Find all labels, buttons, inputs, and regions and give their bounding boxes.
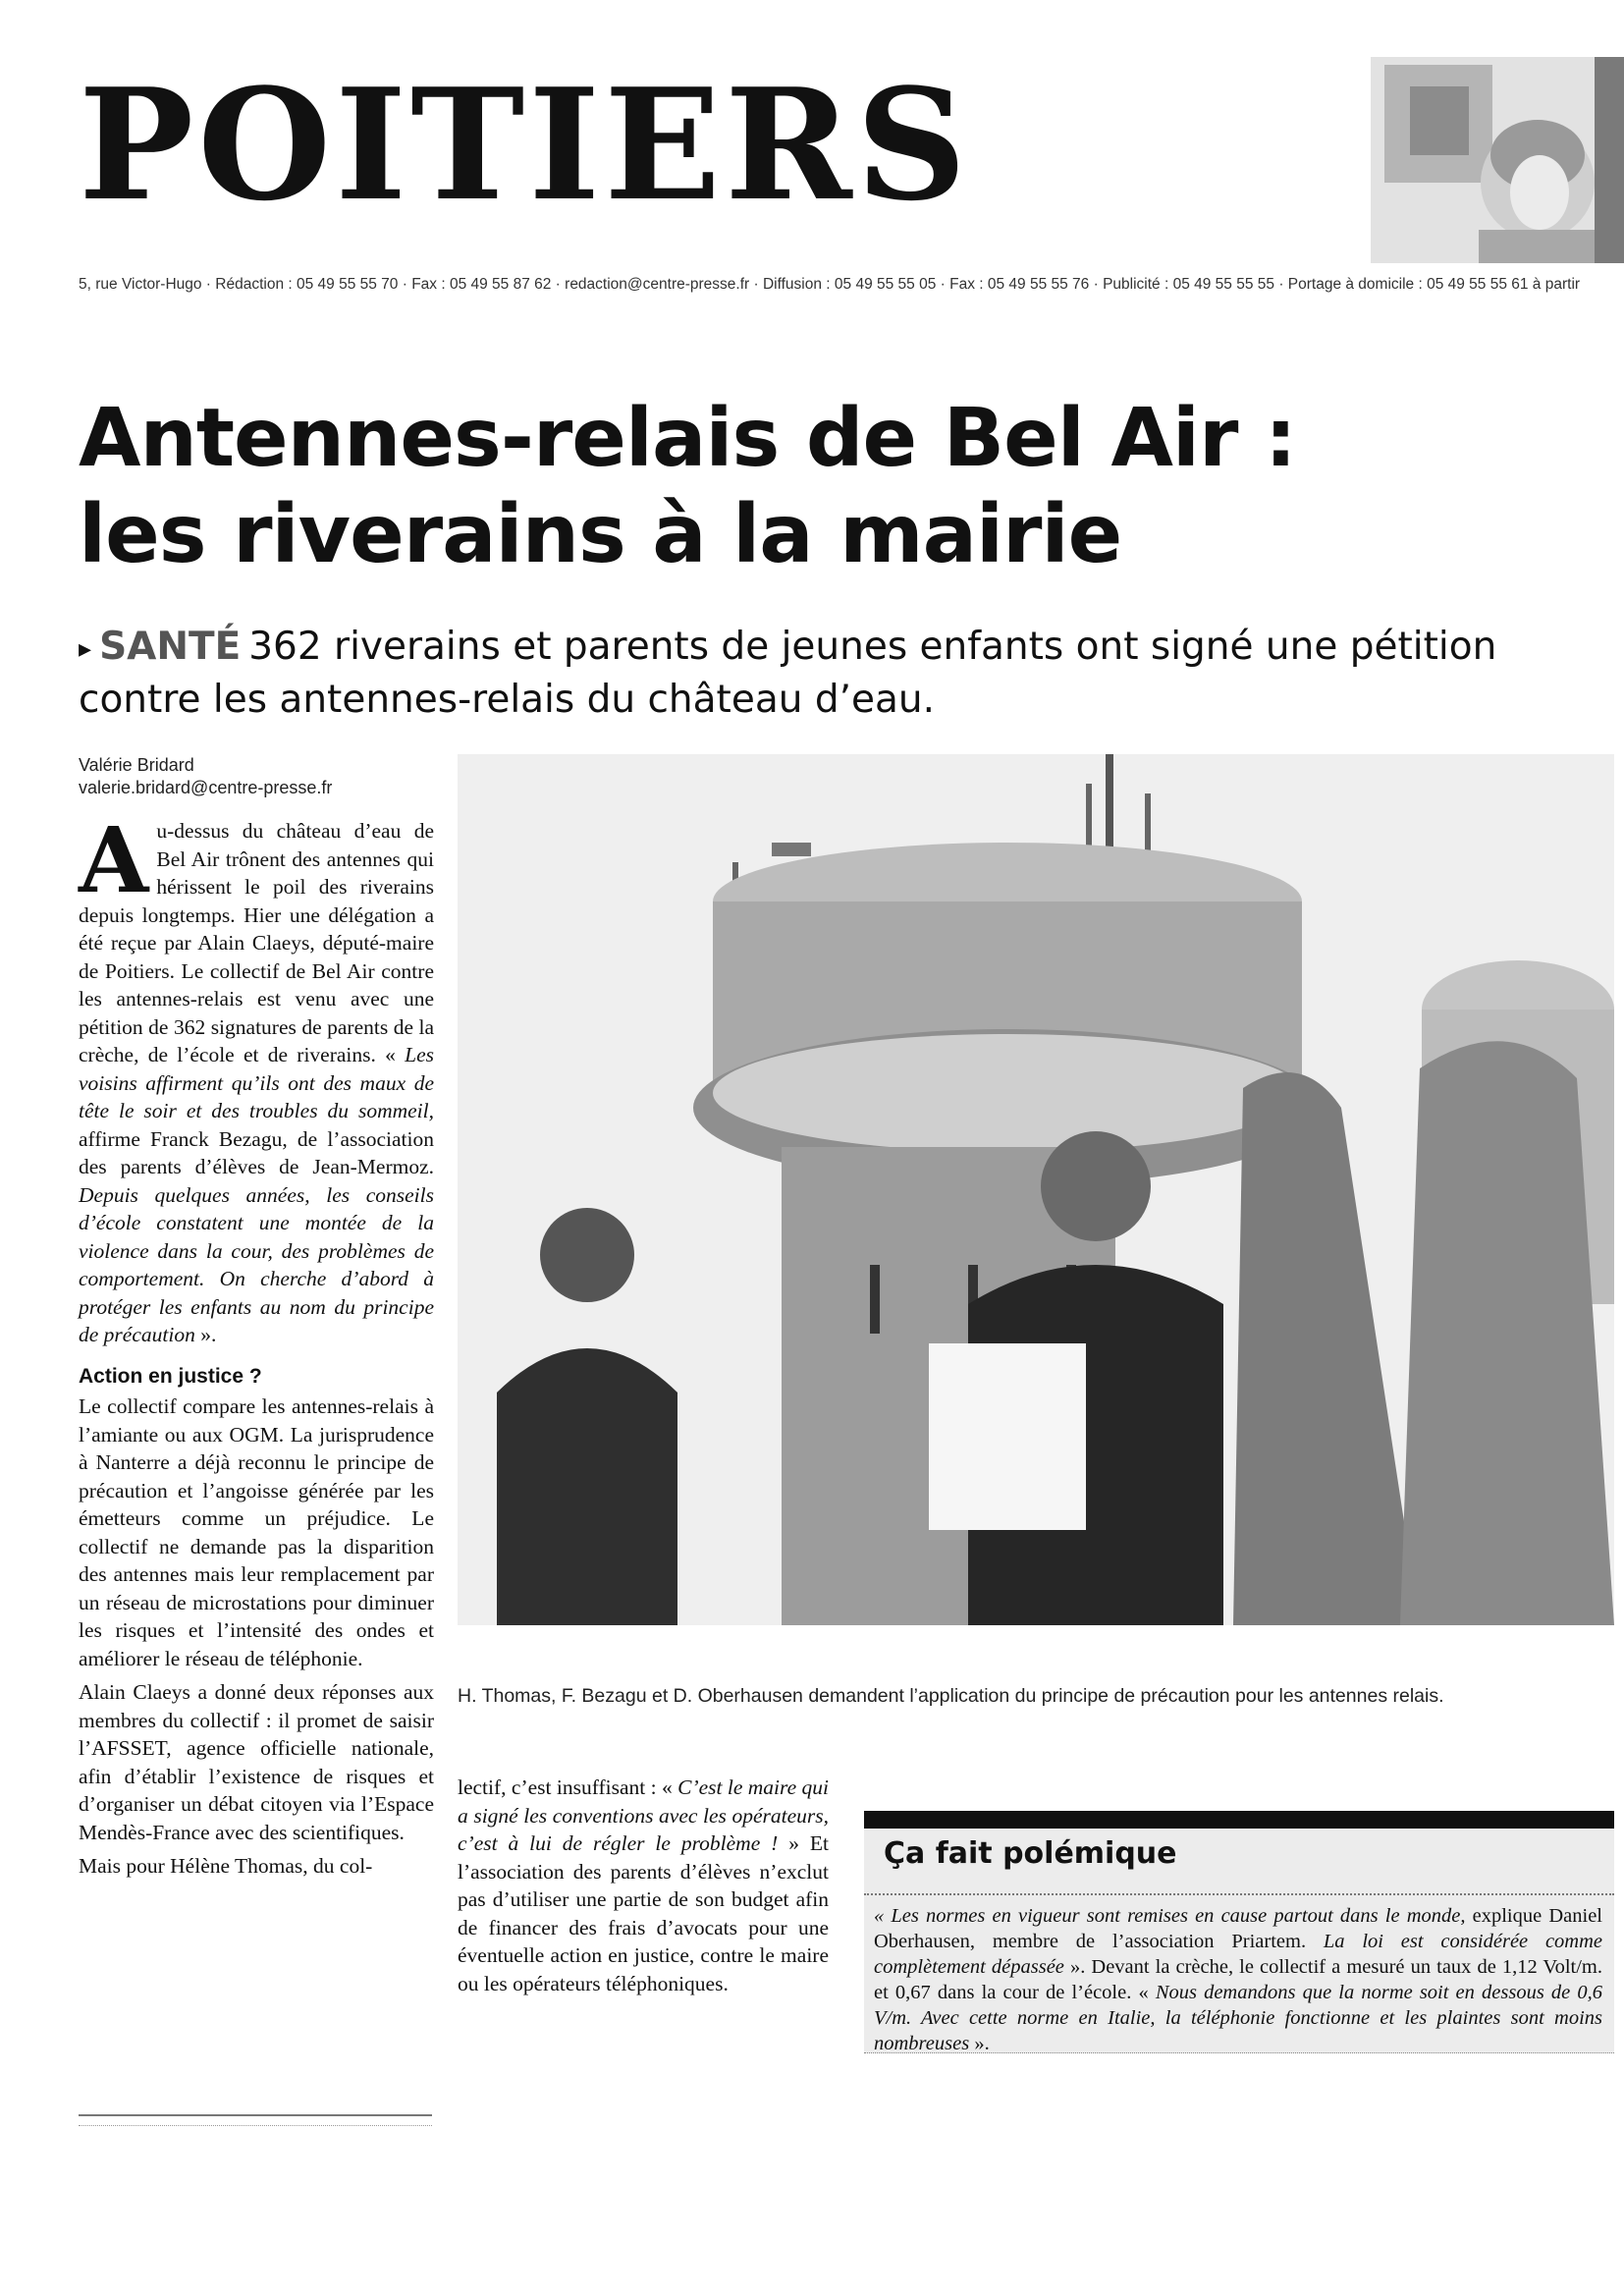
sidebar-text-1: explique Daniel Oberhausen, membre de l’association Priartem. [874, 1905, 1602, 1952]
article-paragraph-4: Mais pour Hélène Thomas, du col- [79, 1854, 373, 1878]
deck-text: 362 riverains et parents de jeunes enfants ont signé une pétition contre les antennes-relais du château d’eau. [79, 625, 1497, 722]
byline-email: valerie.bridard@centre-presse.fr [79, 778, 333, 797]
paragraph-1-text-b: affirme Franck Bezagu, de l’association des parents d’élèves de Jean-Mermoz. [79, 1126, 434, 1178]
column-end-dotted-rule [79, 2125, 432, 2126]
newspaper-masthead: POITIERS [79, 55, 971, 235]
article-deck [79, 622, 1610, 726]
article-column-2 [458, 1774, 829, 1997]
article-column-1 [79, 807, 434, 1886]
column-2-text-b: » Et l’association des parents d’élèves n’exclut pas d’utiliser une partie de son budget afin de financer des frais d’avocats pour une éventuelle action en justice, contre le maire ou les opérateurs téléphoniques. [458, 1831, 830, 1995]
article-paragraph-2: Le collectif compare les antennes-relais à l’amiante ou aux OGM. La jurisprudence à Nanterre a déjà reconnu le principe de précaution et l’angoisse générée par les émetteurs comme un préjudice. Le collectif ne demande pas la disparition des antennes mais leur remplacement par un réseau de microstations pour diminuer les risques et l’intensité des ondes et améliorer le réseau de téléphonie. [79, 1394, 434, 1670]
article-paragraph-1 [79, 807, 434, 1349]
column-2-quote: C’est le maire qui a signé les conventions avec les opérateurs, c’est à lui de régler le problème ! [458, 1775, 829, 1855]
sidebar-quote-3: Nous demandons que la norme soit en dessous de 0,6 V/m. Avec cette norme en Italie, la téléphonie fonctionne et les plaintes sont moins nombreuses [874, 1982, 1602, 2054]
article-paragraph-3: Alain Claeys a donné deux réponses aux membres du collectif : il promet de saisir l’AFSSET, agence officielle nationale, afin d’établir l’existence de risques et d’organiser un débat citoyen via l’Espace Mendès-France avec des scientifiques. [79, 1680, 434, 1844]
deck-rubric: SANTÉ [99, 625, 242, 669]
paragraph-1-quote-1: Les voisins affirment qu’ils ont des maux de tête le soir et des troubles du sommeil, [79, 1043, 434, 1122]
sidebar-divider [864, 1893, 1614, 1895]
sidebar-quote-2: La loi est considérée comme complètement dépassée [874, 1931, 1602, 1978]
column-2-paragraph [458, 1774, 829, 1997]
rubric-arrow-icon: ▸ [79, 633, 92, 664]
sidebar-text-2: ». Devant la crèche, le collectif a mesuré un taux de 1,12 Volt/m. et 0,67 dans la cour de l’école. « [874, 1956, 1603, 2003]
paragraph-1-quote-2: Depuis quelques années, les conseils d’école constatent une montée de la violence dans la cour, des problèmes de comportement. On cherche d’abord à protéger les enfants au nom du principe de précaution [79, 1182, 434, 1346]
masthead-photo [1371, 57, 1624, 263]
photo-caption: H. Thomas, F. Bezagu et D. Oberhausen demandent l’application du principe de précaution pour les antennes relais. [458, 1685, 1444, 1707]
headline-line-1: Antennes-relais de Bel Air : [79, 392, 1296, 485]
article-headline [79, 391, 1591, 583]
contact-info-bar: 5, rue Victor-Hugo · Rédaction : 05 49 55 55 70 · Fax : 05 49 55 87 62 · redaction@centre-presse.fr · Diffusion : 05 49 55 55 05 · Fax : 05 49 55 55 76 · Publicité : 05 49 55 55 55 · Portage à domicile : 05 49 55 55 61 à partir [79, 276, 1581, 293]
masthead-photo-graphic [1371, 57, 1624, 263]
sidebar-quote-1: « Les normes en vigueur sont remises en cause partout dans le monde, [874, 1905, 1466, 1927]
headline-line-2: les riverains à la mairie [79, 488, 1122, 581]
article-subhead: Action en justice ? [79, 1364, 262, 1388]
byline [79, 754, 332, 799]
water-tower-photo-graphic [458, 754, 1614, 1625]
paragraph-1-text-c: ». [194, 1323, 217, 1346]
column-end-rule [79, 2114, 432, 2116]
sidebar-top-bar [864, 1811, 1614, 1829]
sidebar-title: Ça fait polémique [884, 1836, 1177, 1871]
article-photo [458, 754, 1614, 1625]
column-2-text-a: lectif, c’est insuffisant : « [458, 1775, 678, 1799]
sidebar-text-3: ». [969, 2033, 990, 2054]
sidebar-body [874, 1903, 1602, 2056]
paragraph-1-text-a: u-dessus du château d’eau de Bel Air trônent des antennes qui hérissent le poil des riverains depuis longtemps. Hier une délégation a été reçue par Alain Claeys, député-maire de Poitiers. Le collectif de Bel Air contre les antennes-relais est venu avec une pétition de 362 signatures de parents de la crèche, de l’école et de riverains. « [79, 819, 434, 1066]
drop-cap: A [79, 807, 149, 913]
byline-author: Valérie Bridard [79, 755, 194, 775]
